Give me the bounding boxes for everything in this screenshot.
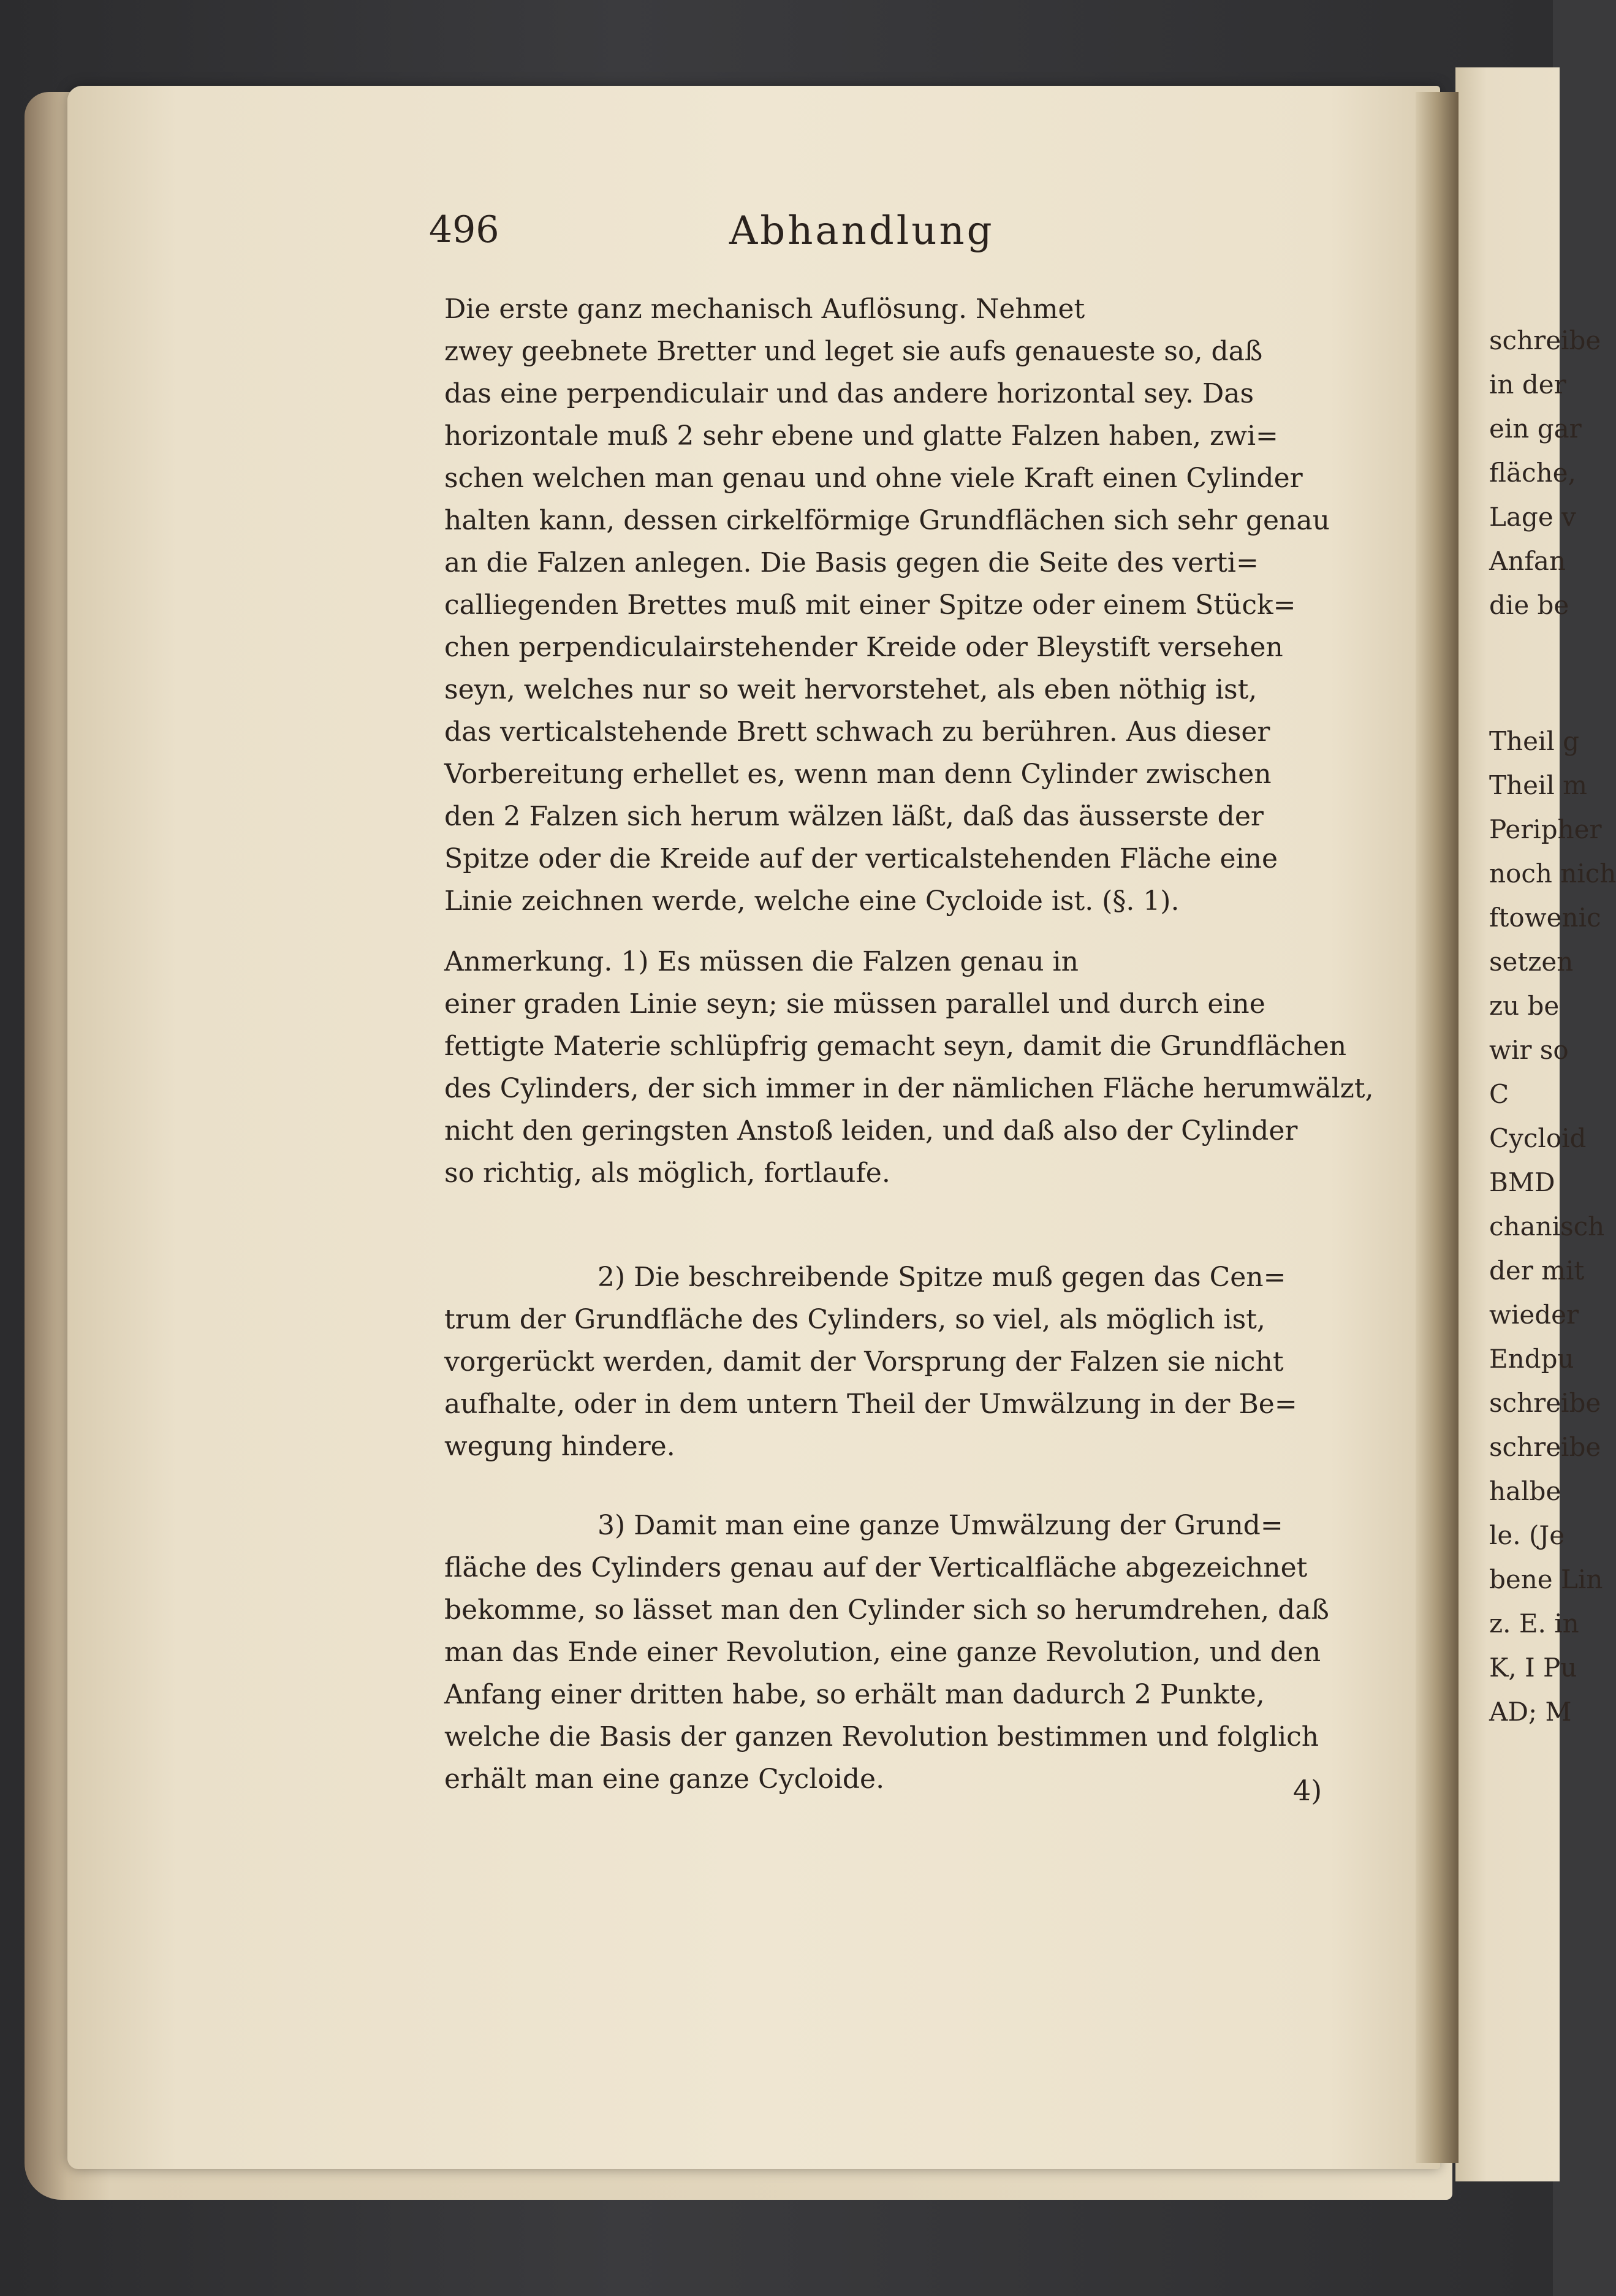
text-line: welche die Basis der ganzen Revolution bestimmen und folglich [444,1721,1319,1752]
facing-line: Cycloid [1489,1123,1587,1153]
facing-line: chanisch [1489,1211,1605,1241]
text-line: vorgerückt werden, damit der Vorsprung der Falzen sie nicht [444,1346,1284,1377]
facing-line: BMD [1489,1167,1555,1197]
facing-line: ftowenic [1489,903,1601,933]
facing-line: schreibe [1489,1388,1601,1418]
text-line: an die Falzen anlegen. Die Basis gegen die Seite des verti= [444,547,1259,578]
facing-line: le. (Je [1489,1520,1565,1550]
facing-line: schreibe [1489,325,1601,355]
catchword: 4) [1293,1774,1322,1807]
text-line: seyn, welches nur so weit hervorstehet, als eben nöthig ist, [444,674,1258,705]
facing-line: wir so [1489,1035,1569,1065]
facing-line: Theil g [1489,726,1580,756]
facing-line: fläche, [1489,458,1576,488]
text-line: einer graden Linie seyn; sie müssen parallel und durch eine [444,988,1265,1020]
note-1 [444,941,1374,1194]
facing-line: setzen [1489,947,1574,977]
text-line: das verticalstehende Brett schwach zu berühren. Aus dieser [444,716,1270,748]
text-line: das eine perpendiculair und das andere horizontal sey. Das [444,378,1254,409]
text-line: aufhalte, oder in dem untern Theil der Umwälzung in der Be= [444,1389,1297,1420]
facing-line: Theil m [1489,770,1587,800]
facing-line: in der [1489,369,1566,400]
facing-line: K, I Pu [1489,1653,1577,1683]
facing-line: z. E. in [1489,1608,1579,1639]
book-gutter [1416,92,1459,2163]
facing-page-text [1489,319,1616,1734]
running-title: Abhandlung [729,208,995,254]
text-line: Anfang einer dritten habe, so erhält man dadurch 2 Punkte, [444,1679,1265,1710]
facing-line: wieder [1489,1300,1579,1330]
text-line: fettigte Materie schlüpfrig gemacht seyn, damit die Grundflächen [444,1031,1347,1062]
facing-line: der mit [1489,1256,1585,1286]
facing-line: zu be [1489,991,1560,1021]
text-line: wegung hindere. [444,1431,675,1462]
text-line: horizontale muß 2 sehr ebene und glatte Falzen haben, zwi= [444,420,1278,452]
facing-line: AD; M [1489,1697,1572,1727]
text-line: 2) Die beschreibende Spitze muß gegen das Cen= [597,1262,1286,1293]
facing-line: halbe [1489,1476,1561,1506]
page-number: 496 [429,208,499,251]
facing-line: die be [1489,590,1569,620]
text-line: Vorbereitung erhellet es, wenn man denn Cylinder zwischen [444,759,1272,790]
note-2 [444,1256,1333,1468]
text-line: so richtig, als möglich, fortlaufe. [444,1157,890,1189]
text-line: Spitze oder die Kreide auf der verticalstehenden Fläche eine [444,843,1278,874]
text-line: 3) Damit man eine ganze Umwälzung der Grund= [597,1510,1283,1541]
text-line: bekomme, so lässet man den Cylinder sich so herumdrehen, daß [444,1594,1329,1626]
text-line: den 2 Falzen sich herum wälzen läßt, daß das äusserste der [444,801,1264,832]
facing-line: Lage v [1489,502,1576,532]
text-line: Die erste ganz mechanisch Auflösung. Nehmet [444,294,1085,325]
text-line: Anmerkung. 1) Es müssen die Falzen genau in [444,946,1079,977]
facing-line: Anfan [1489,546,1566,576]
text-line: man das Ende einer Revolution, eine ganze Revolution, und den [444,1637,1321,1668]
facing-line: Endpu [1489,1344,1574,1374]
facing-line: noch nich [1489,858,1616,888]
facing-line: schreibe [1489,1432,1601,1462]
facing-line: C [1489,1079,1509,1109]
text-line: erhält man eine ganze Cycloide. [444,1764,885,1795]
text-line: schen welchen man genau und ohne viele Kraft einen Cylinder [444,463,1303,494]
facing-line: ein gar [1489,414,1582,444]
note-3 [444,1504,1333,1800]
facing-line: Peripher [1489,814,1602,844]
facing-line: bene Lin [1489,1564,1603,1594]
text-line: zwey geebnete Bretter und leget sie aufs genaueste so, daß [444,336,1263,367]
first-paragraph [444,288,1333,922]
text-line: Linie zeichnen werde, welche eine Cycloide ist. (§. 1). [444,885,1180,917]
text-line: des Cylinders, der sich immer in der nämlichen Fläche herumwälzt, [444,1073,1374,1104]
text-line: halten kann, dessen cirkelförmige Grundflächen sich sehr genau [444,505,1330,536]
text-line: trum der Grundfläche des Cylinders, so viel, als möglich ist, [444,1304,1265,1335]
text-line: nicht den geringsten Anstoß leiden, und daß also der Cylinder [444,1115,1298,1146]
text-line: fläche des Cylinders genau auf der Verticalfläche abgezeichnet [444,1552,1308,1583]
text-line: calliegenden Brettes muß mit einer Spitze oder einem Stück= [444,589,1296,621]
text-line: chen perpendiculairstehender Kreide oder Bleystift versehen [444,632,1283,663]
